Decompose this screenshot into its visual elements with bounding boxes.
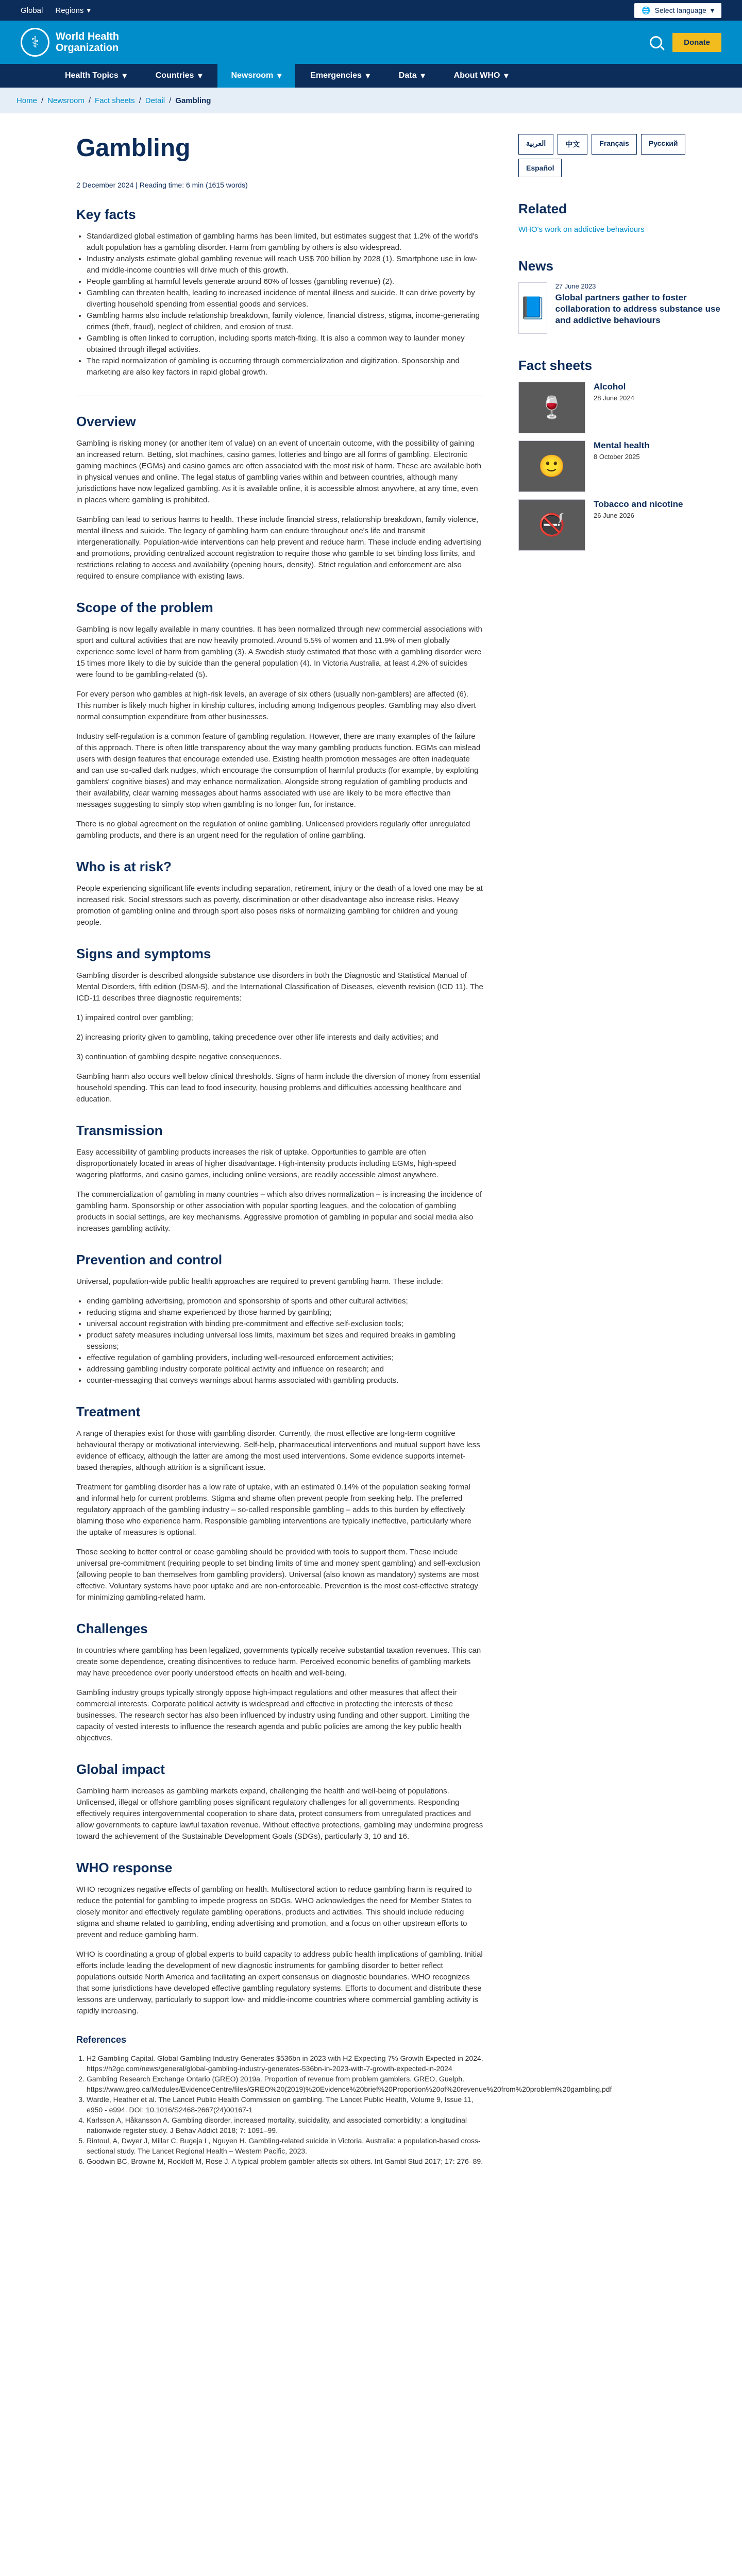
- top-utility-bar: [0, 0, 742, 21]
- nav-emergencies[interactable]: Emergencies ▾: [310, 71, 370, 80]
- paragraph: The commercialization of gambling in many countries – which also drives normalization – is increasing the incidence of gambling harm. Sponsorship or other association with popular sporting leagues, and the colocation of gambling products in social settings, are key mechanisms. Aggressive promotion of gambling in popular and social media also increases gambling activity.: [76, 1190, 482, 1233]
- paragraph: A range of therapies exist for those with gambling disorder. Currently, the most effective are long-term cognitive behavioural therapy or motivational interviewing. Self-help, pharmaceutical interventions and mutual support have less evidence of efficacy, although the latter are among the most used interventions. Some evidence supports internet-based therapies, although attrition is a significant issue.: [76, 1429, 480, 1472]
- lang-chinese[interactable]: 中文: [558, 134, 587, 155]
- section-heading: Global impact: [76, 1761, 165, 1777]
- section-heading: Scope of the problem: [76, 600, 213, 615]
- key-fact-item: • Gambling can threaten health, leading to increased incidence of mental illness and suicide. It can drive poverty by diverting household spending from essential goods and services.: [87, 287, 483, 310]
- main-navigation: [0, 64, 742, 88]
- nav-data[interactable]: Data ▾: [398, 71, 425, 80]
- paragraph: Gambling harm increases as gambling markets expand, challenging the health and well-being of populations. Unlicensed, illegal or offshore gambling poses significant regulatory challenges for all governments. Responding effectively requires intergovernmental cooperation to share data, protect consumers from unregulated practices and allow governments to capture lawful taxation revenue. Without effective protections, gambling may undermine progress toward the achievement of the Sustainable Development Goals (SDGs), particularly 3, 10 and 16.: [76, 1787, 483, 1841]
- paragraph: For every person who gambles at high-risk levels, an average of six others (usually non-gamblers) are affected (6). This number is likely much higher in kinship cultures, including among Indigenous peoples. Gambling may also divert normal consumption expenditure from other businesses.: [76, 690, 476, 721]
- paragraph: Those seeking to better control or cease gambling should be provided with tools to support them. These include universal pre-commitment (requiring people to set binding limits of time and money spent gambling) and self-exclusion (allowing people to ban themselves from gambling providers). Universal (also known as mandatory) systems are most effective. Voluntary systems have poor uptake and are non-enforceable. Prevention is the most cost-effective strategy for minimizing gambling-related harm.: [76, 1548, 480, 1602]
- news-heading: News: [518, 258, 553, 274]
- breadcrumb: Home / Newsroom / Fact sheets / Detail / Gambling: [0, 88, 742, 113]
- language-selector[interactable]: 🌐 Select language ▾: [634, 3, 721, 18]
- list-item: • reducing stigma and shame experienced by those harmed by gambling;: [87, 1307, 483, 1318]
- site-header: [0, 21, 742, 64]
- section-heading: Treatment: [76, 1404, 141, 1419]
- breadcrumb-home[interactable]: Home: [16, 96, 38, 105]
- lang-french[interactable]: Français: [592, 134, 637, 155]
- paragraph: WHO recognizes negative effects of gambling on health. Multisectoral action to reduce gambling harm is required to reduce the potential for gambling to impede progress on SDGs. WHO acknowledges the need for Member States to closely monitor and effectively regulate gambling operations, products and activities. This should include reducing stigma and shame related to gambling, ending advertising and promotion, and a focus on other upstream efforts to prevent and reduce gambling harm.: [76, 1885, 472, 1939]
- references: References 1. H2 Gambling Capital. Global Gambling Industry Generates $536bn in 2023 with H2 Expecting 7% Growth Expected in 2024. https://h2gc.com/news/general/global-gambling-industry-generates-536bn-in-2023-with-7-growth-expected-in-2024 2. Gambling Research Exchange Ontario (GREO) 2019a. Proportion of revenue from problem gamblers. GREO, Guelph. https://www.greo.ca/Modules/EvidenceCentre/files/GREO%20(2019)%20Evidence%20brief%20Proportion%20of%20revenue%20from%20problem%20gambling.pdf 3. Wardle, Heather et al. The Lancet Public Health Commission on gambling. The Lancet Public Health, Volume 9, Issue 11, e950 - e994. DOI: 10.1016/S2468-2667(24)00167-1 4. Karlsson A, Håkansson A. Gambling disorder, increased mortality, suicidality, and associated comorbidity: a longitudinal nationwide register study. J Behav Addict 2018; 7: 1091–99. 5. Rintoul, A, Dwyer J, Millar C, Bugeja L, Nguyen H. Gambling-related suicide in Victoria, Australia: a population-based cross-sectional study. The Lancet Regional Health – Western Pacific, 2023. 6. Goodwin BC, Browne M, Rockloff M, Rose J. A typical problem gambler affects six others. Int Gambl Stud 2017; 17: 276–89.: [76, 2035, 483, 2166]
- paragraph: Gambling can lead to serious harms to health. These include financial stress, relationship breakdown, family violence, mental illness and suicide. The legacy of gambling harm can endure throughout one's life and transmit intergenerationally. Population-wide interventions can help prevent and reduce harm. These include ending advertising and promotions, providing centralized account registration to require those who gamble to set binding loss limits, and restrictions relating to access and availability (opening hours, density). Strict regulation and enforcement are also required to ensure compliance with existing laws.: [76, 515, 481, 581]
- chevron-down-icon: ▾: [710, 6, 714, 14]
- key-facts-list: [87, 231, 483, 378]
- news-thumbnail: 📘: [518, 282, 547, 334]
- reference-item: 4. Karlsson A, Håkansson A. Gambling disorder, increased mortality, suicidality, and associated comorbidity: a longitudinal nationwide register study. J Behav Addict 2018; 7: 1091–99.: [87, 2115, 483, 2136]
- key-fact-item: • Industry analysts estimate global gambling revenue will reach US$ 700 billion by 2028 (1). Smartphone use in low- and middle-income countries will drive much of this growth.: [87, 253, 483, 276]
- global-link[interactable]: Global: [21, 6, 43, 15]
- paragraph: 3) continuation of gambling despite negative consequences.: [76, 1053, 282, 1061]
- paragraph: People experiencing significant life events including separation, retirement, injury or the death of a loved one may be at increased risk. Social stressors such as poverty, discrimination or other disadvantage also increase risks. Heavy promotion of gambling online and through sport also poses risks of normalizing gambling for children and young people.: [76, 884, 483, 927]
- article-meta: 2 December 2024 | Reading time: 6 min (1615 words): [76, 181, 248, 189]
- chevron-down-icon: ▾: [365, 72, 370, 80]
- paragraph: Easy accessibility of gambling products increases the risk of uptake. Opportunities to gamble are often disproportionately located in areas of higher disadvantage. High-intensity products including EGMs, high-speed wagering platforms, and casino games, including online versions, are readily accessible almost anywhere.: [76, 1148, 457, 1179]
- key-fact-item: • The rapid normalization of gambling is occurring through commercialization and digitization. Sponsorship and marketing are also key factors in rapid global growth.: [87, 355, 483, 378]
- paragraph: Universal, population-wide public health approaches are required to prevent gambling harm. These include:: [76, 1277, 443, 1286]
- key-fact-item: • Gambling is often linked to corruption, including sports match-fixing. It is also a common way to launder money obtained through illegal activities.: [87, 333, 483, 355]
- factsheet-thumbnail: 🙂: [518, 440, 585, 492]
- list-item: • universal account registration with binding pre-commitment and effective self-exclusion tools;: [87, 1318, 483, 1330]
- factsheet-item[interactable]: 🙂 Mental health 8 October 2025: [518, 440, 726, 492]
- list-item: • ending gambling advertising, promotion and sponsorship of sports and other cultural activities;: [87, 1296, 483, 1307]
- chevron-down-icon: ▾: [198, 72, 203, 80]
- reference-item: 5. Rintoul, A, Dwyer J, Millar C, Bugeja L, Nguyen H. Gambling-related suicide in Victoria, Australia: a population-based cross-sectional study. The Lancet Regional Health – Western Pacific, 2023.: [87, 2136, 483, 2156]
- paragraph: In countries where gambling has been legalized, governments typically receive substantial taxation revenues. This can create some dependence, creating disincentives to reduce harm. Perceived economic benefits of gambling markets may have precedence over poorly understood effects on health and well-being.: [76, 1646, 481, 1677]
- fact-sheets-heading: Fact sheets: [518, 358, 593, 373]
- paragraph: 1) impaired control over gambling;: [76, 1013, 193, 1022]
- nav-health-topics[interactable]: Health Topics ▾: [65, 71, 127, 80]
- key-fact-item: • Standardized global estimation of gambling harms has been limited, but estimates suggest that 1.2% of the world's adult population has a gambling disorder. Harm from gambling by others is also widespread.: [87, 231, 483, 253]
- regions-dropdown[interactable]: Regions ▾: [55, 6, 91, 15]
- section-heading: Who is at risk?: [76, 859, 172, 874]
- section-heading: Signs and symptoms: [76, 946, 211, 961]
- chevron-down-icon: ▾: [87, 6, 91, 15]
- paragraph: Industry self-regulation is a common feature of gambling regulation. However, there are many examples of the failure of this approach. There is often little transparency about the way many gambling products function. EGMs can mislead users with design features that encourage extended use. Existing health promotion messages are often inadequate and can use so-called dark nudges, which encourage the consumption of harmful products (for example, by exploiting gamblers' cognitive biases) and may enhance normalization. Alongside strong regulation of gambling products and their availability, clear warning messages about harms associated with use are likely to be more effective than messages suggesting to simply stop when gambling is no longer fun, for instance.: [76, 732, 481, 809]
- reference-item: 1. H2 Gambling Capital. Global Gambling Industry Generates $536bn in 2023 with H2 Expecting 7% Growth Expected in 2024. https://h2gc.com/news/general/global-gambling-industry-generates-536bn-in-2023-with-7-growth-expected-in-2024: [87, 2053, 483, 2074]
- lang-spanish[interactable]: Español: [518, 159, 562, 177]
- who-logo[interactable]: ⚕ World Health Organization: [21, 28, 119, 57]
- section-heading: Challenges: [76, 1621, 148, 1636]
- section-heading: Overview: [76, 414, 136, 429]
- key-facts-heading: Key facts: [76, 207, 136, 222]
- sidebar: [518, 113, 726, 2166]
- globe-icon: 🌐: [642, 6, 651, 14]
- reference-item: 3. Wardle, Heather et al. The Lancet Public Health Commission on gambling. The Lancet Public Health, Volume 9, Issue 11, e950 - e994. DOI: 10.1016/S2468-2667(24)00167-1: [87, 2094, 483, 2115]
- list-item: • counter-messaging that conveys warnings about harms associated with gambling products.: [87, 1375, 483, 1386]
- chevron-down-icon: ▾: [504, 72, 509, 80]
- chevron-down-icon: ▾: [420, 72, 425, 80]
- breadcrumb-fact-sheets[interactable]: Fact sheets: [95, 96, 135, 105]
- section-heading: Transmission: [76, 1123, 163, 1138]
- paragraph: 2) increasing priority given to gambling, taking precedence over other life interests and daily activities; and: [76, 1033, 439, 1042]
- lang-arabic[interactable]: العربية: [518, 134, 553, 155]
- search-icon[interactable]: [650, 36, 662, 48]
- reference-item: 6. Goodwin BC, Browne M, Rockloff M, Rose J. A typical problem gambler affects six others. Int Gambl Stud 2017; 17: 276–89.: [87, 2156, 483, 2166]
- nav-newsroom[interactable]: Newsroom ▾: [217, 64, 295, 88]
- paragraph: Treatment for gambling disorder has a low rate of uptake, with an estimated 0.14% of the population seeking formal and informal help for current problems. Stigma and shame often prevent people from seeking help. The preferred regulatory approach of the gambling industry – so-called responsible gambling – adds to this burden by effectively blaming those who experience harm. Responsible gambling interventions are typically ineffective, particularly where the uptake of measures is optional.: [76, 1483, 471, 1537]
- breadcrumb-current: Gambling: [175, 96, 211, 105]
- factsheet-item[interactable]: 🍷 Alcohol 28 June 2024: [518, 382, 726, 433]
- reference-item: 2. Gambling Research Exchange Ontario (GREO) 2019a. Proportion of revenue from problem gamblers. GREO, Guelph. https://www.greo.ca/Modules/EvidenceCentre/files/GREO%20(2019)%20Evidence%20brief%20Proportion%20of%20revenue%20from%20problem%20gambling.pdf: [87, 2074, 483, 2094]
- who-emblem-icon: ⚕: [21, 28, 49, 57]
- paragraph: Gambling industry groups typically strongly oppose high-impact regulations and other measures that affect their commercial interests. Corporate political activity is widespread and effective in protecting the interests of these businesses. The research sector has also been influenced by industry using funding and other support. Limiting the capacity of vested interests to influence the research agenda and public policies are among the key public health objectives.: [76, 1688, 470, 1742]
- key-fact-item: • People gambling at harmful levels generate around 60% of losses (gambling revenue) (2).: [87, 276, 483, 287]
- paragraph: There is no global agreement on the regulation of online gambling. Unlicensed providers regularly offer unregulated gambling products, and there is an urgent need for the regulation of online gambling.: [76, 820, 470, 840]
- breadcrumb-detail[interactable]: Detail: [145, 96, 165, 105]
- list-item: • addressing gambling industry corporate political activity and influence on research; and: [87, 1364, 483, 1375]
- related-heading: Related: [518, 201, 567, 216]
- news-item[interactable]: 📘 27 June 2023 Global partners gather to foster collaboration to address substance use and addictive behaviours: [518, 282, 726, 334]
- nav-about-who[interactable]: About WHO ▾: [453, 71, 509, 80]
- section-heading: WHO response: [76, 1860, 173, 1875]
- paragraph: Gambling is risking money (or another item of value) on an event of uncertain outcome, with the possibility of gaining an increased return. Betting, slot machines, casino games, lotteries and bingo are all forms of gambling. Electronic gaming machines (EGMs) and casino games are often associated with the most risk of harm. These are available both in physical venues and online. The legal status of gambling varies within and between countries, although many jurisdictions have now legalized gambling. As it is available online, it is accessible almost anywhere, at any time, even in places where gambling is prohibited.: [76, 439, 481, 504]
- key-fact-item: • Gambling harms also include relationship breakdown, family violence, financial distress, stigma, income-generating crimes (theft, fraud), neglect of children, and erosion of trust.: [87, 310, 483, 333]
- lang-russian[interactable]: Русский: [641, 134, 686, 155]
- factsheet-thumbnail: 🍷: [518, 382, 585, 433]
- paragraph: Gambling is now legally available in many countries. It has been normalized through new commercial associations with sport and cultural activities that are now heavily promoted. Around 5.5% of women and 11.9% of men globally experience some level of harm from gambling (3). A Swedish study estimated that those with a gambling disorder were 15 times more likely to die by suicide than the general population (4). In Victoria Australia, at least 4.2% of suicides were found to be gambling-related (5).: [76, 625, 482, 679]
- language-buttons: [518, 134, 726, 177]
- chevron-down-icon: ▾: [277, 72, 282, 80]
- section-heading: Prevention and control: [76, 1252, 223, 1267]
- chevron-down-icon: ▾: [122, 72, 127, 80]
- factsheet-item[interactable]: 🚭 Tobacco and nicotine 26 June 2026: [518, 499, 726, 551]
- related-link[interactable]: WHO's work on addictive behaviours: [518, 225, 645, 234]
- list-item: • product safety measures including universal loss limits, maximum bet sizes and required breaks in gambling sessions;: [87, 1330, 483, 1352]
- nav-countries[interactable]: Countries ▾: [155, 71, 203, 80]
- paragraph: Gambling disorder is described alongside substance use disorders in both the Diagnostic and Statistical Manual of Mental Disorders, fifth edition (DSM-5), and the International Classification of Diseases, eleventh revision (ICD 11). The ICD-11 describes three diagnostic requirements:: [76, 971, 483, 1003]
- paragraph: Gambling harm also occurs well below clinical thresholds. Signs of harm include the diversion of money from essential household spending. This can lead to food insecurity, housing problems and difficulties accessing healthcare and education.: [76, 1072, 480, 1104]
- list-item: • effective regulation of gambling providers, including well-resourced enforcement activities;: [87, 1352, 483, 1364]
- bullet-list: [87, 1296, 483, 1386]
- breadcrumb-newsroom[interactable]: Newsroom: [47, 96, 85, 105]
- donate-button[interactable]: Donate: [672, 33, 721, 52]
- factsheet-thumbnail: 🚭: [518, 499, 585, 551]
- page-title: Gambling: [76, 134, 191, 162]
- paragraph: WHO is coordinating a group of global experts to build capacity to address public health implications of gambling. Initial efforts include leading the development of new diagnostic instruments for gambling disorder to better reflect populations outside North America and facilitating an expert consensus on diagnostic boundaries. WHO recognizes that some jurisdictions have developed effective gambling regulatory systems. Efforts to document and distribute these lessons are underway, particularly to support low- and middle-income countries where commercial gambling activity is rapidly increasing.: [76, 1950, 483, 2015]
